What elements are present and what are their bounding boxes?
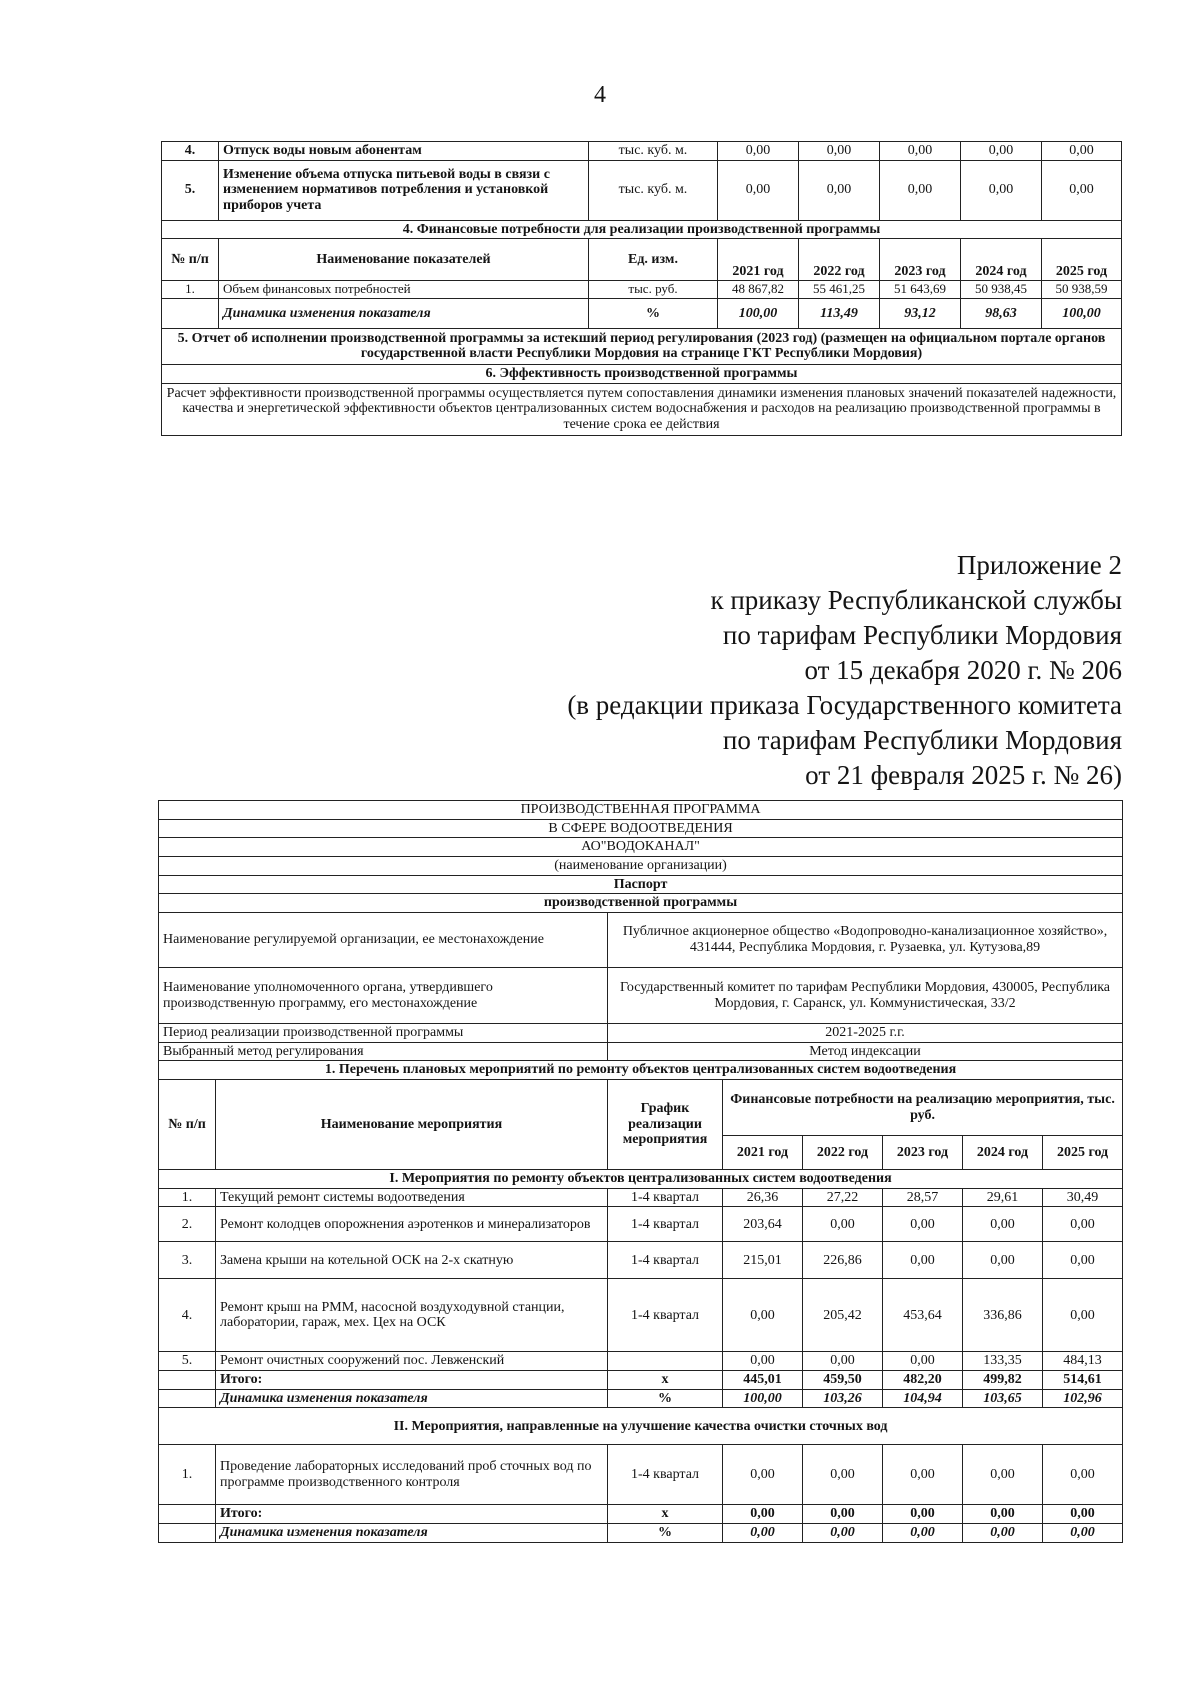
value-cell: 0,00 <box>883 1505 963 1524</box>
value-cell: 0,00 <box>963 1505 1043 1524</box>
column-header: 2021 год <box>723 1136 803 1170</box>
column-header: 2024 год <box>963 1136 1043 1170</box>
appendix-heading <box>567 548 1122 793</box>
group-heading: II. Мероприятия, направленные на улучшение качества очистки сточных вод <box>159 1408 1123 1445</box>
passport-row <box>159 1024 1123 1043</box>
dynamics-mark: % <box>608 1524 723 1543</box>
value-cell: 0,00 <box>1042 142 1122 161</box>
value-cell: 203,64 <box>723 1207 803 1242</box>
section-heading: 6. Эффективность производственной программы <box>162 364 1122 383</box>
passport-value: Государственный комитет по тарифам Республики Мордовия, 430005, Республика Мордовия, г. Саранск, ул. Коммунистическая, 33/2 <box>608 968 1123 1024</box>
activity-name: Ремонт крыш на РММ, насосной воздуходувной станции, лаборатории, гараж, мех. Цех на ОСК <box>216 1279 608 1352</box>
column-header: № п/п <box>159 1080 216 1170</box>
passport-row <box>159 968 1123 1024</box>
passport-subtitle: производственной программы <box>159 894 1123 913</box>
table-row <box>162 160 1122 220</box>
value-cell: 0,00 <box>803 1352 883 1371</box>
value-cell: 0,00 <box>723 1352 803 1371</box>
column-header: Финансовые потребности на реализацию мероприятия, тыс. руб. <box>723 1080 1123 1136</box>
table-row <box>162 298 1122 328</box>
value-cell: 100,00 <box>723 1389 803 1408</box>
title-row <box>159 819 1123 838</box>
table-header-row <box>162 239 1122 281</box>
value-cell: 205,42 <box>803 1279 883 1352</box>
unit-cell: тыс. куб. м. <box>589 142 718 161</box>
schedule-cell: 1-4 квартал <box>608 1242 723 1279</box>
value-cell: 0,00 <box>1042 160 1122 220</box>
value-cell: 0,00 <box>1043 1505 1123 1524</box>
row-number: 1. <box>162 281 219 299</box>
activity-name: Ремонт очистных сооружений пос. Левженский <box>216 1352 608 1371</box>
value-cell: 0,00 <box>1043 1242 1123 1279</box>
table-row <box>159 1207 1123 1242</box>
table-row <box>159 1445 1123 1505</box>
value-cell: 113,49 <box>799 298 880 328</box>
value-cell: 0,00 <box>883 1242 963 1279</box>
value-cell: 55 461,25 <box>799 281 880 299</box>
passport-title: Паспорт <box>159 875 1123 894</box>
value-cell: 50 938,45 <box>961 281 1042 299</box>
value-cell: 102,96 <box>1043 1389 1123 1408</box>
value-cell: 0,00 <box>718 160 799 220</box>
text-row <box>162 383 1122 435</box>
value-cell: 0,00 <box>963 1207 1043 1242</box>
unit-cell: тыс. куб. м. <box>589 160 718 220</box>
value-cell: 28,57 <box>883 1188 963 1207</box>
passport-row <box>159 913 1123 968</box>
value-cell: 0,00 <box>803 1524 883 1543</box>
indicator-name: Изменение объема отпуска питьевой воды в связи с изменением нормативов потребления и установкой приборов учета <box>219 160 589 220</box>
indicator-name: Динамика изменения показателя <box>219 298 589 328</box>
column-header: 2022 год <box>799 239 880 281</box>
value-cell: 0,00 <box>723 1524 803 1543</box>
column-header: 2025 год <box>1043 1136 1123 1170</box>
column-header: 2023 год <box>880 239 961 281</box>
value-cell: 514,61 <box>1043 1371 1123 1390</box>
value-cell: 445,01 <box>723 1371 803 1390</box>
schedule-cell: 1-4 квартал <box>608 1445 723 1505</box>
row-number: 5. <box>159 1352 216 1371</box>
value-cell: 0,00 <box>961 142 1042 161</box>
dynamics-mark: % <box>608 1389 723 1408</box>
value-cell: 103,26 <box>803 1389 883 1408</box>
row-number: 5. <box>162 160 219 220</box>
value-cell: 484,13 <box>1043 1352 1123 1371</box>
column-header: 2021 год <box>718 239 799 281</box>
column-header: 2023 год <box>883 1136 963 1170</box>
organization-caption: (наименование организации) <box>159 857 1123 876</box>
group-heading: I. Мероприятия по ремонту объектов централизованных систем водоотведения <box>159 1170 1123 1189</box>
value-cell: 0,00 <box>880 142 961 161</box>
section-heading-row <box>162 364 1122 383</box>
schedule-cell: 1-4 квартал <box>608 1207 723 1242</box>
table-header-row <box>159 1080 1123 1136</box>
value-cell: 0,00 <box>799 142 880 161</box>
dynamics-label: Динамика изменения показателя <box>216 1524 608 1543</box>
column-header: № п/п <box>162 239 219 281</box>
total-row <box>159 1371 1123 1390</box>
value-cell: 482,20 <box>883 1371 963 1390</box>
organization-name: АО"ВОДОКАНАЛ" <box>159 838 1123 857</box>
dynamics-row <box>159 1524 1123 1543</box>
group-heading-row <box>159 1408 1123 1445</box>
efficiency-text: Расчет эффективности производственной программы осуществляется путем сопоставления динамики изменения плановых значений показателей надежности, качества и энергетической эффективности объектов централизованных систем водоснабжения и расходов на реализацию производственной программы в течение срока ее действия <box>162 383 1122 435</box>
unit-cell: % <box>589 298 718 328</box>
value-cell: 226,86 <box>803 1242 883 1279</box>
program-table-part <box>161 141 1122 436</box>
value-cell: 27,22 <box>803 1188 883 1207</box>
empty-cell <box>162 298 219 328</box>
value-cell: 51 643,69 <box>880 281 961 299</box>
value-cell: 0,00 <box>961 160 1042 220</box>
schedule-cell: 1-4 квартал <box>608 1279 723 1352</box>
column-header: Ед. изм. <box>589 239 718 281</box>
value-cell: 499,82 <box>963 1371 1043 1390</box>
value-cell: 0,00 <box>963 1524 1043 1543</box>
group-heading-row <box>159 1170 1123 1189</box>
empty-cell <box>159 1524 216 1543</box>
value-cell: 100,00 <box>1042 298 1122 328</box>
appendix-line: по тарифам Республики Мордовия <box>722 620 1122 650</box>
title-row <box>159 801 1123 820</box>
unit-cell: тыс. руб. <box>589 281 718 299</box>
schedule-cell: 1-4 квартал <box>608 1188 723 1207</box>
value-cell: 0,00 <box>1043 1445 1123 1505</box>
value-cell: 98,63 <box>961 298 1042 328</box>
value-cell: 133,35 <box>963 1352 1043 1371</box>
production-program-table <box>158 800 1123 1543</box>
passport-label: Выбранный метод регулирования <box>159 1042 608 1061</box>
value-cell: 103,65 <box>963 1389 1043 1408</box>
row-number: 4. <box>159 1279 216 1352</box>
table-row <box>159 1242 1123 1279</box>
value-cell: 104,94 <box>883 1389 963 1408</box>
value-cell: 336,86 <box>963 1279 1043 1352</box>
appendix-line: Приложение 2 <box>956 550 1122 580</box>
appendix-line: по тарифам Республики Мордовия <box>722 725 1122 755</box>
column-header: 2025 год <box>1042 239 1122 281</box>
value-cell: 459,50 <box>803 1371 883 1390</box>
total-mark: х <box>608 1371 723 1390</box>
appendix-line: (в редакции приказа Государственного комитета <box>567 690 1122 720</box>
value-cell: 26,36 <box>723 1188 803 1207</box>
program-title: ПРОИЗВОДСТВЕННАЯ ПРОГРАММА <box>159 801 1123 820</box>
value-cell: 0,00 <box>723 1279 803 1352</box>
value-cell: 0,00 <box>723 1505 803 1524</box>
value-cell: 100,00 <box>718 298 799 328</box>
passport-label: Период реализации производственной программы <box>159 1024 608 1043</box>
value-cell: 0,00 <box>883 1352 963 1371</box>
value-cell: 48 867,82 <box>718 281 799 299</box>
value-cell: 29,61 <box>963 1188 1043 1207</box>
table-row <box>162 142 1122 161</box>
value-cell: 0,00 <box>883 1207 963 1242</box>
value-cell: 0,00 <box>1043 1524 1123 1543</box>
passport-label: Наименование регулируемой организации, ее местонахождение <box>159 913 608 968</box>
activity-name: Ремонт колодцев опорожнения аэротенков и минерализаторов <box>216 1207 608 1242</box>
schedule-cell <box>608 1352 723 1371</box>
passport-value: Публичное акционерное общество «Водопроводно-канализационное хозяйство», 431444, Республика Мордовия, г. Рузаевка, ул. Кутузова,89 <box>608 913 1123 968</box>
value-cell: 0,00 <box>883 1524 963 1543</box>
value-cell: 30,49 <box>1043 1188 1123 1207</box>
value-cell: 0,00 <box>803 1505 883 1524</box>
value-cell: 0,00 <box>803 1207 883 1242</box>
value-cell: 50 938,59 <box>1042 281 1122 299</box>
empty-cell <box>159 1389 216 1408</box>
table-row <box>162 281 1122 299</box>
row-number: 2. <box>159 1207 216 1242</box>
column-header: Наименование мероприятия <box>216 1080 608 1170</box>
passport-value: Метод индексации <box>608 1042 1123 1061</box>
page-number: 4 <box>594 82 606 108</box>
table-row <box>159 1188 1123 1207</box>
value-cell: 0,00 <box>723 1445 803 1505</box>
passport-row <box>159 1042 1123 1061</box>
value-cell: 0,00 <box>1043 1207 1123 1242</box>
passport-label: Наименование уполномоченного органа, утвердившего производственную программу, его местонахождение <box>159 968 608 1024</box>
value-cell: 0,00 <box>963 1445 1043 1505</box>
indicator-name: Отпуск воды новым абонентам <box>219 142 589 161</box>
program-sphere: В СФЕРЕ ВОДООТВЕДЕНИЯ <box>159 819 1123 838</box>
table-row <box>159 1279 1123 1352</box>
row-number: 1. <box>159 1188 216 1207</box>
passport-value: 2021-2025 г.г. <box>608 1024 1123 1043</box>
value-cell: 0,00 <box>718 142 799 161</box>
activity-name: Замена крыши на котельной ОСК на 2-х скатную <box>216 1242 608 1279</box>
title-row <box>159 857 1123 876</box>
value-cell: 0,00 <box>880 160 961 220</box>
activity-name: Проведение лабораторных исследований проб сточных вод по программе производственного контроля <box>216 1445 608 1505</box>
indicator-name: Объем финансовых потребностей <box>219 281 589 299</box>
title-row <box>159 838 1123 857</box>
value-cell: 453,64 <box>883 1279 963 1352</box>
section-heading-row <box>162 220 1122 239</box>
section-heading: 5. Отчет об исполнении производственной программы за истекший период регулирования (2023 год) (размещен на официальном портале органов государственной власти Республики Мордовия на странице ГКТ Республики Мордовия) <box>162 328 1122 364</box>
dynamics-label: Динамика изменения показателя <box>216 1389 608 1408</box>
activity-name: Текущий ремонт системы водоотведения <box>216 1188 608 1207</box>
value-cell: 0,00 <box>963 1242 1043 1279</box>
section-heading: 4. Финансовые потребности для реализации производственной программы <box>162 220 1122 239</box>
empty-cell <box>159 1371 216 1390</box>
value-cell: 0,00 <box>799 160 880 220</box>
value-cell: 0,00 <box>883 1445 963 1505</box>
section-heading-row <box>159 1061 1123 1080</box>
total-mark: х <box>608 1505 723 1524</box>
table-row <box>159 1352 1123 1371</box>
section-heading-row <box>162 328 1122 364</box>
value-cell: 0,00 <box>1043 1279 1123 1352</box>
appendix-line: от 15 декабря 2020 г. № 206 <box>804 655 1122 685</box>
section-heading: 1. Перечень плановых мероприятий по ремонту объектов централизованных систем водоотведения <box>159 1061 1123 1080</box>
appendix-line: к приказу Республиканской службы <box>710 585 1122 615</box>
column-header: Наименование показателей <box>219 239 589 281</box>
title-row <box>159 894 1123 913</box>
appendix-line: от 21 февраля 2025 г. № 26) <box>805 760 1122 790</box>
column-header: 2024 год <box>961 239 1042 281</box>
value-cell: 93,12 <box>880 298 961 328</box>
value-cell: 0,00 <box>803 1445 883 1505</box>
column-header: График реализации мероприятия <box>608 1080 723 1170</box>
value-cell: 215,01 <box>723 1242 803 1279</box>
title-row <box>159 875 1123 894</box>
total-label: Итого: <box>216 1505 608 1524</box>
total-label: Итого: <box>216 1371 608 1390</box>
total-row <box>159 1505 1123 1524</box>
row-number: 1. <box>159 1445 216 1505</box>
dynamics-row <box>159 1389 1123 1408</box>
column-header: 2022 год <box>803 1136 883 1170</box>
row-number: 4. <box>162 142 219 161</box>
empty-cell <box>159 1505 216 1524</box>
row-number: 3. <box>159 1242 216 1279</box>
